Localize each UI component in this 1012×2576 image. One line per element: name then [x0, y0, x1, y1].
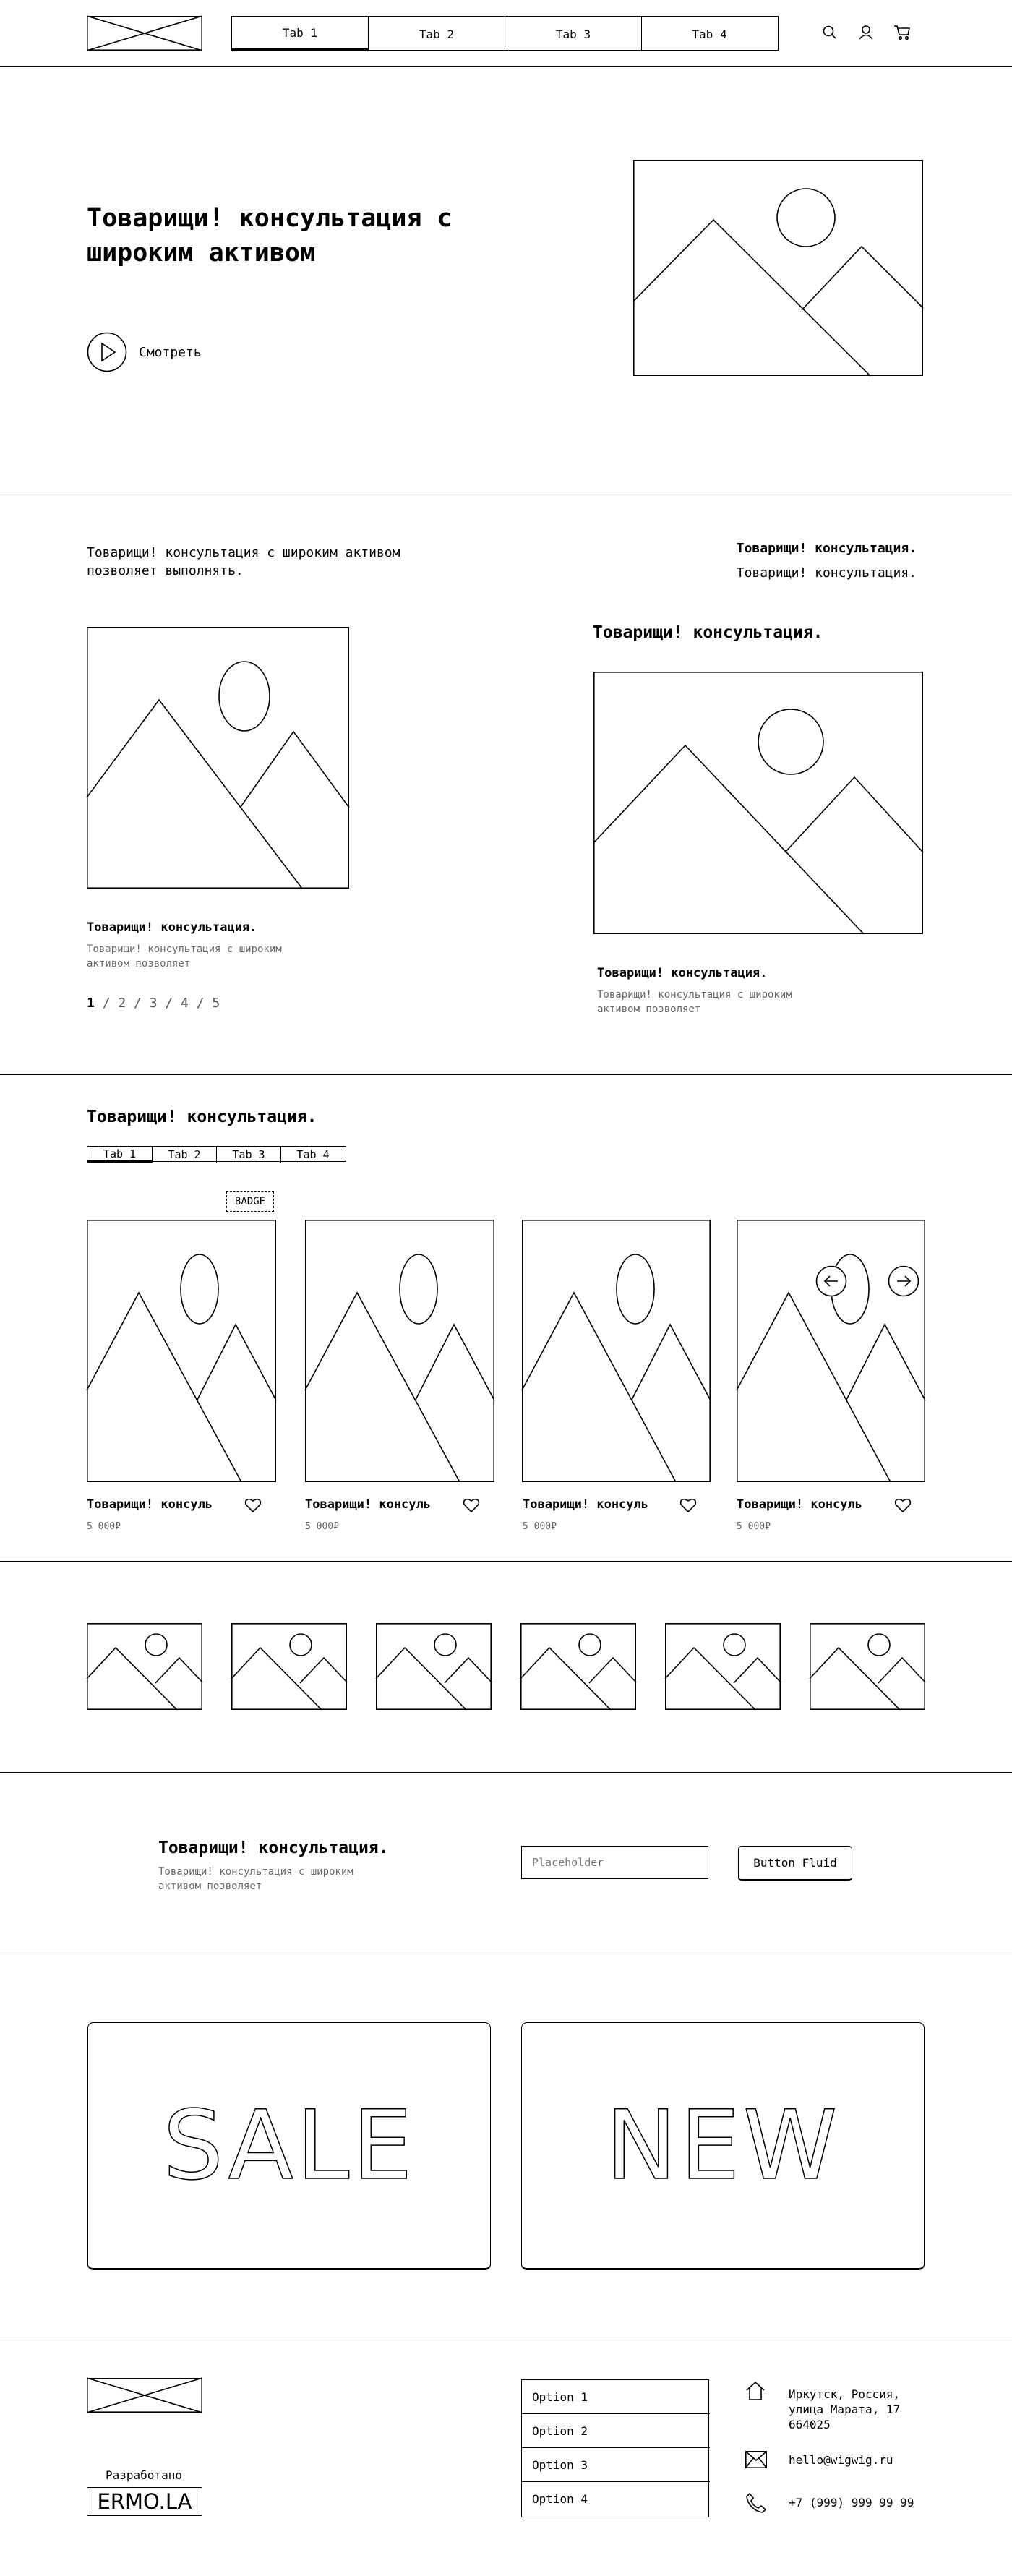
footer-option[interactable]: Option 2 [522, 2414, 710, 2448]
footer-option[interactable]: Option 1 [522, 2380, 710, 2414]
pagination-current[interactable]: 1 [87, 996, 95, 1011]
divider [0, 66, 1012, 67]
badge: BADGE [226, 1191, 274, 1212]
product-image [522, 1220, 711, 1482]
gallery-thumbnail[interactable] [520, 1623, 636, 1710]
tab-3[interactable] [505, 17, 642, 51]
catalog-tabs [87, 1146, 346, 1162]
header-tabs [231, 16, 779, 51]
address-line: Иркутск, Россия, [789, 2387, 901, 2401]
user-icon[interactable] [858, 25, 874, 40]
footer-option[interactable]: Option 3 [522, 2448, 710, 2482]
tab-label: Tab 1 [103, 1147, 137, 1160]
product-name[interactable]: Товарищи! консуль [523, 1497, 648, 1512]
subscribe-button[interactable] [738, 1846, 852, 1881]
divider [0, 1074, 1012, 1075]
play-button[interactable] [87, 332, 231, 372]
phone-icon [745, 2492, 767, 2514]
tab-label: Tab 2 [419, 27, 455, 41]
product-image [305, 1220, 494, 1482]
product-card[interactable] [305, 1220, 494, 1482]
product-price: 5 000₽ [305, 1521, 339, 1532]
hero-title [87, 201, 520, 270]
new-banner[interactable] [521, 2022, 925, 2270]
tab-1[interactable] [232, 17, 369, 51]
pagination-pages[interactable]: / 2 / 3 / 4 / 5 [102, 996, 220, 1011]
footer-logo-placeholder[interactable] [87, 2378, 202, 2413]
product-image [87, 1220, 276, 1482]
product-price: 5 000₽ [523, 1521, 557, 1532]
catalog-title: Товарищи! консультация. [87, 1108, 317, 1126]
pagination[interactable] [87, 996, 220, 1011]
play-icon [87, 332, 127, 372]
sale-banner[interactable] [87, 2022, 491, 2270]
product-name[interactable]: Товарищи! консуль [305, 1497, 431, 1512]
carousel-next-button[interactable] [888, 1265, 919, 1297]
footer-email[interactable]: hello@wigwig.ru [789, 2453, 893, 2467]
gallery-thumbnail[interactable] [87, 1623, 202, 1710]
left-card-image [87, 627, 349, 889]
logo-placeholder[interactable] [87, 16, 202, 51]
intro-right-heading: Товарищи! консультация. [593, 623, 823, 642]
right-card-desc [597, 988, 792, 1017]
catalog-tab-4[interactable] [281, 1147, 345, 1163]
tab-4[interactable] [642, 17, 777, 51]
gallery-thumbnail[interactable] [231, 1623, 347, 1710]
divider [0, 1561, 1012, 1562]
product-name[interactable]: Товарищи! консуль [737, 1497, 862, 1512]
subscribe-button-label: Button Fluid [753, 1856, 837, 1870]
mail-icon [745, 2451, 767, 2468]
tab-label: Tab 1 [282, 25, 318, 40]
left-card-desc [87, 942, 282, 971]
developed-by-label: Разработано [106, 2468, 182, 2482]
arrow-right-icon [888, 1265, 919, 1297]
favorite-heart-icon[interactable] [679, 1497, 697, 1513]
product-price: 5 000₽ [737, 1521, 771, 1532]
tab-label: Tab 4 [692, 27, 727, 41]
subscribe-title: Товарищи! консультация. [158, 1839, 389, 1857]
intro-right-regular: Товарищи! консультация. [736, 565, 917, 581]
developer-logo[interactable]: ERMO.LA [87, 2487, 202, 2516]
sale-text: SALE [163, 2089, 416, 2201]
carousel-prev-button[interactable] [815, 1265, 847, 1297]
intro-right-bold: Товарищи! консультация. [736, 541, 917, 556]
search-icon[interactable] [822, 25, 838, 40]
cart-icon[interactable] [893, 25, 911, 40]
right-card-title: Товарищи! консультация. [597, 966, 768, 980]
catalog-tab-1[interactable] [87, 1147, 153, 1163]
right-card-image [593, 672, 923, 934]
tab-2[interactable] [369, 17, 505, 51]
home-icon [745, 2381, 766, 2401]
favorite-heart-icon[interactable] [244, 1497, 262, 1513]
gallery-thumbnail[interactable] [665, 1623, 781, 1710]
intro-text [87, 544, 400, 580]
tab-label: Tab 2 [168, 1148, 201, 1161]
divider [0, 1772, 1012, 1773]
subscribe-input[interactable] [521, 1846, 708, 1879]
product-image [737, 1220, 925, 1482]
favorite-heart-icon[interactable] [894, 1497, 912, 1513]
footer-options-list [521, 2379, 709, 2517]
left-card-title: Товарищи! консультация. [87, 920, 257, 935]
tab-label: Tab 4 [296, 1148, 330, 1161]
footer-phone[interactable]: +7 (999) 999 99 99 [789, 2496, 914, 2509]
favorite-heart-icon[interactable] [463, 1497, 480, 1513]
footer-address [789, 2387, 900, 2432]
catalog-tab-2[interactable] [153, 1147, 217, 1163]
catalog-tab-3[interactable] [217, 1147, 281, 1163]
card-desc-line: Товарищи! консультация с широким [87, 943, 282, 955]
product-card[interactable] [522, 1220, 711, 1482]
subscribe-desc [158, 1865, 353, 1894]
product-price: 5 000₽ [87, 1521, 121, 1532]
hero-title-line: Товарищи! консультация с [87, 204, 453, 233]
tab-label: Tab 3 [555, 27, 591, 41]
subscribe-desc-line: Товарищи! консультация с широким [158, 1866, 353, 1878]
product-card[interactable] [737, 1220, 925, 1482]
hero-title-line: широким активом [87, 239, 316, 268]
hero-image [633, 160, 923, 376]
card-desc-line: активом позволяет [597, 1004, 701, 1015]
card-desc-line: активом позволяет [87, 958, 191, 970]
tab-label: Tab 3 [232, 1148, 265, 1161]
address-line: улица Марата, 17 [789, 2402, 901, 2416]
intro-text-line: Товарищи! консультация с широким активом [87, 545, 400, 560]
product-name[interactable]: Товарищи! консуль [87, 1497, 213, 1512]
card-desc-line: Товарищи! консультация с широким [597, 989, 792, 1001]
play-label: Смотреть [139, 345, 202, 360]
gallery-thumbnail[interactable] [376, 1623, 492, 1710]
intro-text-line: позволяет выполнять. [87, 563, 244, 578]
subscribe-desc-line: активом позволяет [158, 1880, 262, 1892]
footer-option[interactable]: Option 4 [532, 2492, 588, 2506]
arrow-left-icon [815, 1265, 847, 1297]
new-text: NEW [605, 2089, 841, 2201]
product-card[interactable] [87, 1220, 276, 1482]
gallery-thumbnail[interactable] [810, 1623, 925, 1710]
address-line: 664025 [789, 2418, 831, 2431]
